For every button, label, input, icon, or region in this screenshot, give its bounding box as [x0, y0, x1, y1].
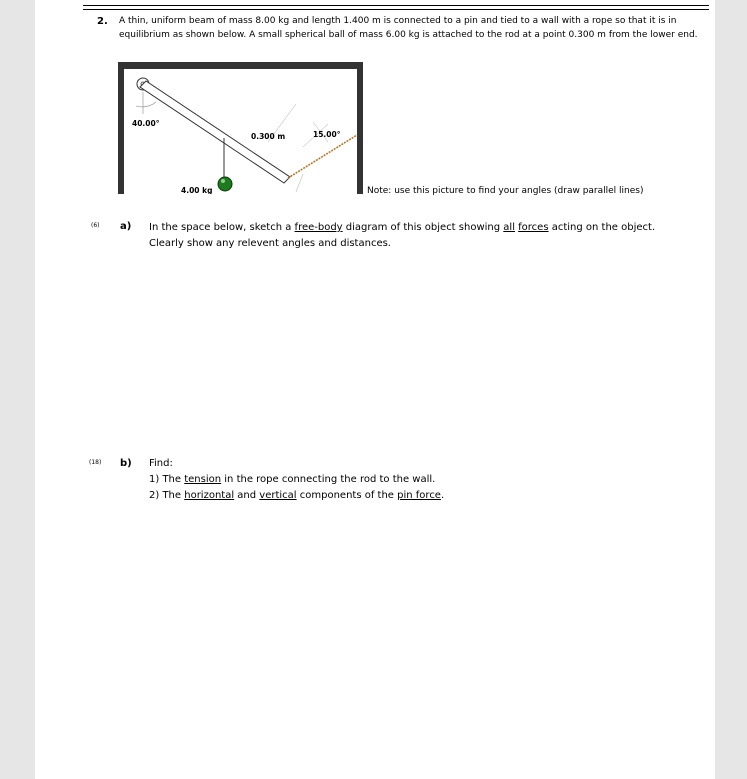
- find-heading: Find:: [149, 458, 173, 469]
- distance-label: 0.300 m: [251, 132, 286, 141]
- top-rule-thin: [83, 9, 709, 10]
- left-wall: [118, 62, 124, 194]
- ceiling: [118, 62, 363, 69]
- part-a-label: a): [120, 221, 132, 232]
- angle-pin-label: 40.00°: [132, 119, 160, 128]
- part-b-marks: (18): [89, 459, 102, 466]
- part-b-label: b): [120, 458, 132, 469]
- part-b-text: [149, 456, 669, 504]
- question-text: A thin, uniform beam of mass 8.00 kg and length 1.400 m is connected to a pin and tied to a wall with a rope so that it is in equilibrium as shown below. A small spherical ball of mass 6.00 kg is attached to the rod at a point 0.300 m from the lower end.: [119, 16, 698, 40]
- free-body-link: free-body: [294, 222, 343, 233]
- find-item-1: 1) The tension in the rope connecting the rod to the wall.: [149, 474, 436, 485]
- figure-note: Note: use this picture to find your angles (draw parallel lines): [367, 186, 644, 196]
- top-rule: [83, 5, 709, 6]
- ball-mass-label: 4.00 kg: [181, 186, 213, 194]
- angle-rope-label: 15.00°: [313, 130, 341, 139]
- ball: [218, 177, 232, 191]
- right-wall: [357, 62, 363, 194]
- beam-diagram: [118, 62, 370, 194]
- part-a-text: In the space below, sketch a free-body diagram of this object showing all forces acting on the object. Clearly show any relevent angles and distances.: [149, 222, 656, 249]
- document-page: [35, 0, 715, 779]
- part-a-marks: (6): [91, 222, 100, 229]
- rope: [288, 135, 357, 178]
- question-number: 2.: [97, 16, 108, 27]
- find-item-2: 2) The horizontal and vertical components of the pin force.: [149, 490, 445, 501]
